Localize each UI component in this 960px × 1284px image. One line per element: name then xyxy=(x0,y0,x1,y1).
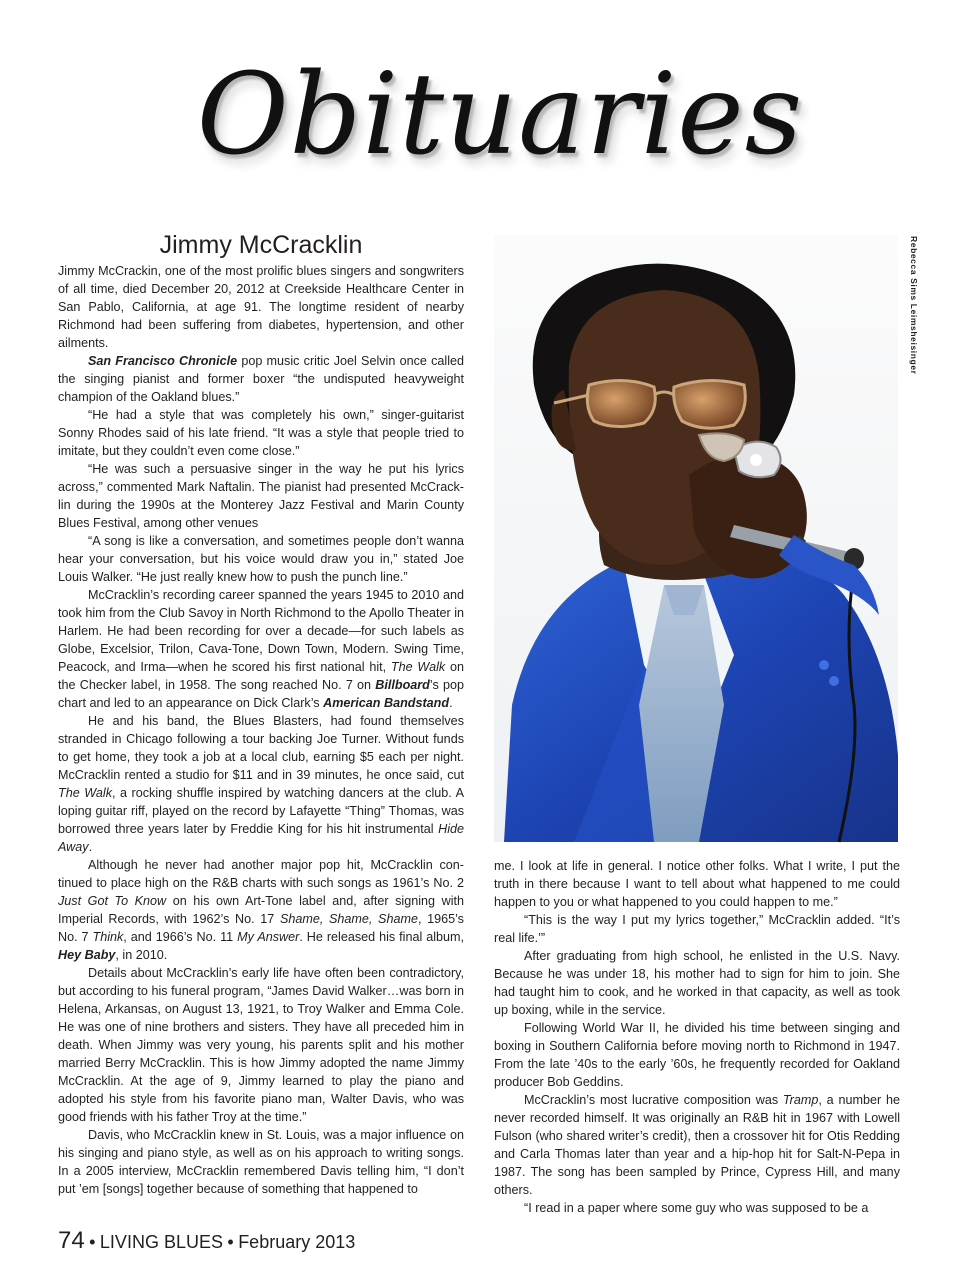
text-run: , and 1966’s No. 11 xyxy=(123,930,238,944)
paragraph xyxy=(494,947,900,1019)
text-run: . xyxy=(88,840,93,854)
text-run: , a number he never recorded himself. It was originally an R&B hit in 1967 with Lowell Fulson (who shared writer’s credit), then a crossover hit for Otis Redding and Carla Thomas later than year and a hip-hop hit for Salt-N-Pepa in 1987. The song has been sampled by Prince, Cypress Hill, and many others. xyxy=(494,1093,900,1197)
text-run: ’s pop chart and led to an appearance on Dick Clark’s xyxy=(58,678,464,710)
text-run: on his own Art-Tone label and, after signing with Imperial Records, with 1962’s No. 17 xyxy=(58,894,465,926)
text-run: , 1965’s No. 7 xyxy=(58,912,464,944)
text-run: Following World War II, he divided his time between singing and boxing in Southern California before moving north to Richmond in 1947. From the late ’40s to the early ’60s, he frequently recorded for Oakland producer Bob Geddins. xyxy=(494,1021,900,1089)
paragraph xyxy=(58,1126,464,1198)
emphasis-text: The Walk xyxy=(390,660,446,674)
article-photo xyxy=(494,235,898,842)
paragraph xyxy=(58,352,464,406)
article-right-column xyxy=(494,857,900,1215)
footer-separator: • xyxy=(89,1232,96,1252)
emphasis-text: American Bandstand xyxy=(323,696,450,710)
text-run: me. I look at life in general. I notice other folks. What I write, I put the truth in there because I want to tell about what happened to me could happen to you or what happened to you could happen to me.” xyxy=(494,859,900,909)
emphasis-text: Tramp xyxy=(782,1093,819,1107)
issue-date: February 2013 xyxy=(238,1232,356,1252)
text-run: “A song is like a conversation, and sometimes people don’t wanna hear your conversation, but his voice would draw you in,” stated Joe Louis Walker. “He just really knew how to push the punch line.” xyxy=(58,534,464,584)
text-run: . xyxy=(449,696,453,710)
emphasis-text: Think xyxy=(92,930,124,944)
magazine-name: LIVING BLUES xyxy=(99,1232,223,1252)
emphasis-text: Billboard xyxy=(375,678,430,692)
paragraph xyxy=(58,262,464,352)
paragraph xyxy=(58,712,464,856)
paragraph xyxy=(494,911,900,947)
text-run: After graduating from high school, he enlisted in the U.S. Navy. Because he was under 18, his mother had to sign for him to join. She had taught him to cook, and he worked in that capacity, as well as took up boxing, while in the service. xyxy=(494,949,900,1017)
page-number: 74 xyxy=(58,1227,85,1254)
text-run: , a rocking shuffle inspired by watching dancers at the club. A loping guitar riff, played on the record by Lafayette “Thing” Thomas, was borrowed three years later by Freddie King for his hit instrumental xyxy=(58,786,464,836)
paragraph xyxy=(58,532,464,586)
article-left-column xyxy=(58,262,464,1202)
text-run: He and his band, the Blues Blasters, had found themselves stranded in Chicago following a tour backing Joe Turner. Without funds to get home, they took a job at a local club, earning $5 each per night. McCracklin rented a studio for $11 and in 39 minutes, he once said, cut xyxy=(58,714,464,782)
emphasis-text: Shame, Shame, Shame xyxy=(279,912,418,926)
masthead xyxy=(0,40,960,210)
text-run: on the Checker label, in 1958. The song reached No. 7 on xyxy=(58,660,464,692)
text-run: McCracklin’s most lucrative composition was xyxy=(524,1093,783,1107)
paragraph xyxy=(58,964,464,1126)
text-run: pop music critic Joel Selvin once called the singing pianist and former boxer “the undisputed heavyweight champion of the Oakland blues.” xyxy=(58,354,464,404)
article-title: Jimmy McCracklin xyxy=(159,231,363,259)
paragraph xyxy=(58,856,464,964)
emphasis-text: My Answer xyxy=(237,930,300,944)
emphasis-text: Hey Baby xyxy=(58,948,116,962)
text-run: “He was such a persuasive singer in the way he put his lyrics across,” commented Mark Naftalin. The pianist had presented McCrack-lin during the 1990s at the Monterey Jazz Festival and Marin County Blues Festival, among other venues xyxy=(58,462,464,530)
text-run: , in 2010. xyxy=(115,948,168,962)
text-run: McCracklin’s recording career spanned the years 1945 to 2010 and took him from the Club Savoy in North Richmond to the Apollo Theater in Harlem. He had been recording for over a decade—for such labels as Globe, Excelsior, Trilon, Cava-Tone, Down Town, Modern. Swing Time, Peacock, and Irma—when he scored his first national hit, xyxy=(58,588,464,674)
emphasis-text: The Walk xyxy=(58,786,112,800)
text-run: Although he never had another major pop hit, McCracklin con-tinued to place high on the R&B charts with such songs as 1961’s No. 2 xyxy=(58,858,464,890)
paragraph xyxy=(58,586,464,712)
text-run: “He had a style that was completely his own,” singer-guitarist Sonny Rhodes said of his late friend. “It was a style that people tried to imitate, but they couldn’t even come close.” xyxy=(58,408,464,458)
paragraph xyxy=(58,460,464,532)
emphasis-text: Just Got To Know xyxy=(58,894,167,908)
paragraph xyxy=(494,1091,900,1199)
paragraph xyxy=(494,1199,900,1217)
emphasis-text: Hide Away xyxy=(58,822,464,854)
paragraph xyxy=(494,857,900,911)
paragraph xyxy=(58,406,464,460)
text-run: “This is the way I put my lyrics together,” McCracklin added. “It’s real life.’” xyxy=(494,913,900,945)
paragraph xyxy=(494,1019,900,1091)
page-footer xyxy=(58,1226,355,1256)
text-run: “I read in a paper where some guy who was supposed to be a xyxy=(524,1201,869,1215)
photo-credit: Rebecca Sims Leimsheisinger xyxy=(909,236,919,375)
footer-separator: • xyxy=(227,1232,234,1252)
emphasis-text: San Francisco Chronicle xyxy=(88,354,238,368)
masthead-title: Obituaries xyxy=(196,50,804,180)
text-run: Details about McCracklin’s early life have often been contradictory, but according to his funeral program, “James David Walker…was born in Helena, Arkansas, on August 13, 1921, to Troy Walker and Emma Cole. He was one of nine brothers and sisters. They have all preceded him in death. When Jimmy was very young, his parents split and his mother married Berry McCracklin. This is how Jimmy adopted the name Jimmy McCracklin. At the age of 9, Jimmy learned to play the piano and adopted his style from his favorite piano man, Walter Davis, who was good friends with his father Troy at the time.” xyxy=(58,966,464,1124)
text-run: Jimmy McCrackin, one of the most prolific blues singers and songwriters of all time, died December 20, 2012 at Creekside Healthcare Center in San Pablo, California, at age 91. The longtime resident of nearby Richmond had been suffering from diabetes, hypertension, and other ailments. xyxy=(58,264,464,350)
portrait-illustration xyxy=(494,235,898,842)
text-run: . He released his final album, xyxy=(299,930,464,944)
text-run: Davis, who McCracklin knew in St. Louis, was a major influence on his singing and piano style, as well as on his approach to writing songs. In a 2005 interview, McCracklin remembered Davis telling him, “I don’t put ’em [songs] together because of something that happened to xyxy=(58,1128,464,1196)
